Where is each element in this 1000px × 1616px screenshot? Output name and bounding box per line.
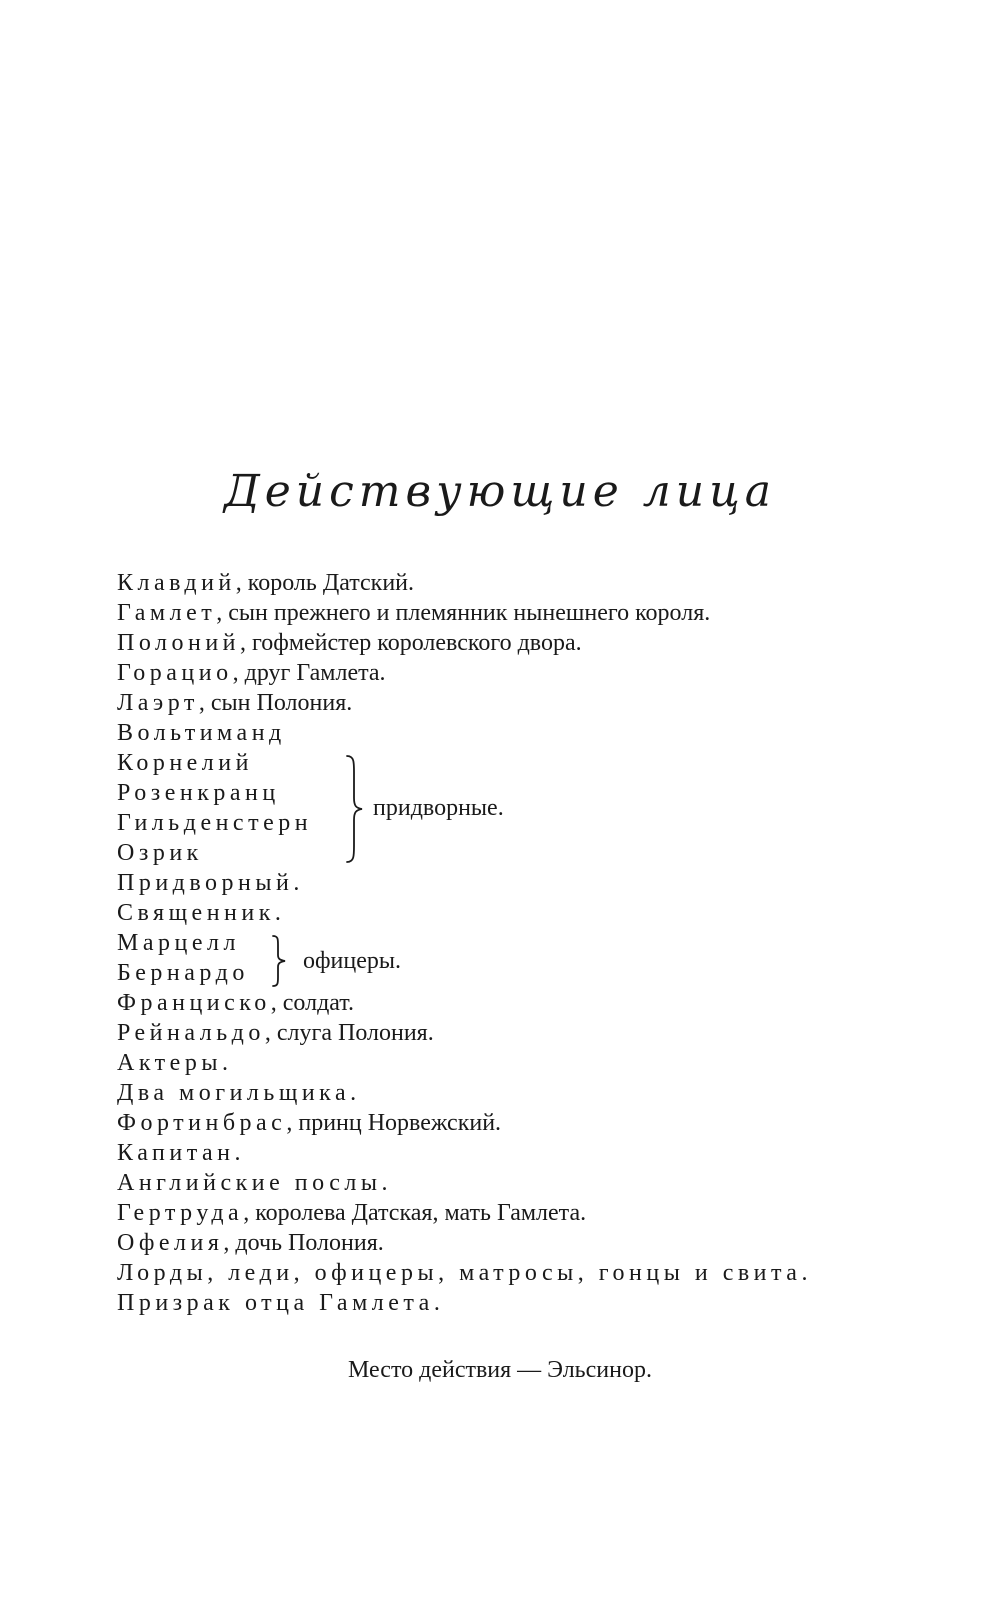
- cast-row-priest: [117, 898, 977, 928]
- cast-row-courtier: [117, 868, 977, 898]
- character-name: Английские послы: [117, 1170, 382, 1196]
- cast-row-cornelius: [117, 748, 977, 778]
- character-desc: .: [274, 900, 281, 926]
- cast-row-polonius: [117, 628, 977, 658]
- cast-row-laertes: [117, 688, 977, 718]
- character-name: Гертруда: [117, 1200, 244, 1226]
- character-desc: .: [433, 1290, 440, 1316]
- cast-row-gravediggers: [117, 1078, 977, 1108]
- character-name: Озрик: [117, 840, 203, 866]
- cast-row-ophelia: [117, 1228, 977, 1258]
- character-desc: .: [801, 1260, 808, 1286]
- character-name: Лаэрт: [117, 690, 199, 716]
- cast-row-hamlet: [117, 598, 977, 628]
- character-name: Вольтиманд: [117, 720, 286, 746]
- cast-row-marcellus: [117, 928, 977, 958]
- character-name: Офелия: [117, 1230, 224, 1256]
- officers-brace: [271, 934, 287, 988]
- cast-row-ghost: [117, 1288, 977, 1318]
- character-name: Клавдий: [117, 570, 236, 596]
- place-of-action: Место действия — Эльсинор.: [348, 1357, 652, 1383]
- cast-row-claudius: [117, 568, 977, 598]
- character-desc: , королева Датская, мать Гамлета.: [243, 1200, 587, 1226]
- character-name: Придворный: [117, 870, 294, 896]
- character-desc: , дочь Полония.: [223, 1230, 384, 1256]
- character-name: Гильденстерн: [117, 810, 313, 836]
- character-desc: , король Датский.: [235, 570, 415, 596]
- character-name: Бернардо: [117, 960, 249, 986]
- character-name: Фортинбрас: [117, 1110, 287, 1136]
- character-desc: .: [221, 1050, 228, 1076]
- cast-row-horatio: [117, 658, 977, 688]
- cast-row-reynaldo: [117, 1018, 977, 1048]
- character-desc: .: [293, 870, 300, 896]
- cast-row-voltimand: [117, 718, 977, 748]
- character-name: Гамлет: [117, 600, 217, 626]
- cast-row-bernardo: [117, 958, 977, 988]
- cast-row-gertrude: [117, 1198, 977, 1228]
- character-name: Священник: [117, 900, 275, 926]
- character-desc: , друг Гамлета.: [232, 660, 386, 686]
- character-desc: .: [350, 1080, 357, 1106]
- page-title: Действующие лица: [223, 466, 777, 517]
- cast-row-guildenstern: [117, 808, 977, 838]
- character-desc: , принц Норвежский.: [286, 1110, 502, 1136]
- character-name: Горацио: [117, 660, 233, 686]
- courtiers-brace: [345, 754, 365, 864]
- cast-list: [117, 568, 977, 1318]
- cast-row-ambassadors: [117, 1168, 977, 1198]
- character-desc: , солдат.: [270, 990, 354, 1016]
- cast-row-fortinbras: [117, 1108, 977, 1138]
- cast-row-francisco: [117, 988, 977, 1018]
- cast-row-rosencrantz: [117, 778, 977, 808]
- character-name: Актеры: [117, 1050, 222, 1076]
- character-desc: .: [234, 1140, 241, 1166]
- character-name: Полоний: [117, 630, 241, 656]
- character-name: Призрак отца Гамлета: [117, 1290, 434, 1316]
- cast-row-osric: [117, 838, 977, 868]
- character-name: Розенкранц: [117, 780, 280, 806]
- character-name: Два могильщика: [117, 1080, 351, 1106]
- cast-row-captain: [117, 1138, 977, 1168]
- character-desc: , сын Полония.: [198, 690, 353, 716]
- character-name: Лорды, леди, офицеры, матросы, гонцы и свита: [117, 1260, 802, 1286]
- officers-label: офицеры.: [303, 948, 402, 974]
- character-desc: , сын прежнего и племянник нынешнего короля.: [216, 600, 711, 626]
- character-desc: , слуга Полония.: [264, 1020, 434, 1046]
- character-name: Корнелий: [117, 750, 253, 776]
- courtiers-label: придворные.: [373, 795, 504, 821]
- cast-row-lords: [117, 1258, 977, 1288]
- character-name: Франциско: [117, 990, 271, 1016]
- character-name: Капитан: [117, 1140, 235, 1166]
- character-name: Рейнальдо: [117, 1020, 265, 1046]
- character-desc: .: [381, 1170, 388, 1196]
- character-desc: , гофмейстер королевского двора.: [240, 630, 582, 656]
- character-name: Марцелл: [117, 930, 240, 956]
- cast-row-players: [117, 1048, 977, 1078]
